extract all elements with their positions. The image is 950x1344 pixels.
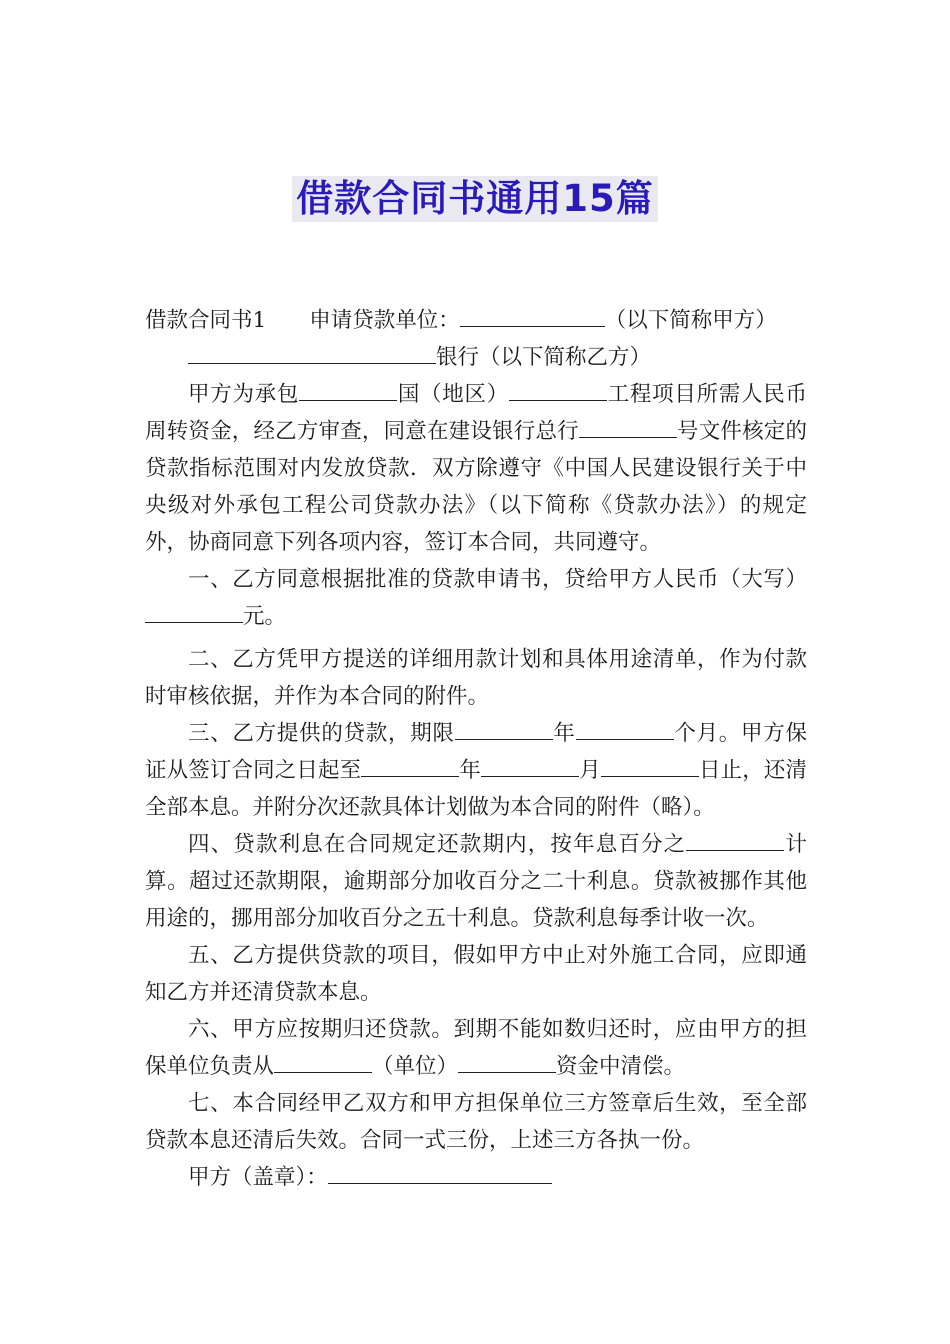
applicant-label: 申请贷款单位： — [309, 308, 460, 333]
end-year-blank — [361, 756, 459, 777]
clause-3-text-4: 年 — [459, 758, 482, 783]
end-month-blank — [481, 756, 579, 777]
clause-3-text-3: 个月。甲方保证从签订合同之日起至 — [145, 721, 807, 783]
amount-blank — [145, 602, 243, 623]
clause-7: 七、本合同经甲乙双方和甲方担保单位三方签章后生效，至全部贷款本息还清后失效。合同一式三份，上述三方各执一份。 — [145, 1091, 807, 1153]
clause-4-text-2: 计算。超过还款期限，逾期部分加收百分之二十利息。贷款被挪作其他用途的，挪用部分加收百分之五十利息。贷款利息每季计收一次。 — [145, 832, 807, 931]
clause-1-text-2: 元。 — [243, 604, 287, 629]
clause-1 — [145, 561, 807, 635]
clause-6-text-1: 六、甲方应按期归还贷款。到期不能如数归还时，应由甲方的担保单位负责从 — [145, 1017, 807, 1079]
term-years-blank — [455, 719, 553, 740]
clause-3-text-1: 三、乙方提供的贷款，期限 — [188, 721, 455, 746]
clause-3-text-2: 年 — [552, 721, 576, 746]
project-blank — [509, 380, 607, 401]
header-line-2 — [145, 339, 807, 376]
contract-body — [145, 302, 807, 1196]
end-day-blank — [601, 756, 699, 777]
fund-source-blank — [458, 1052, 556, 1073]
clause-3-text-6: 日止，还清全部本息。并附分次还款具体计划做为本合同的附件（略）。 — [145, 758, 807, 820]
party-a-seal-blank — [328, 1163, 552, 1184]
clause-1-text-1: 一、乙方同意根据批准的贷款申请书，贷给甲方人民币（大写） — [188, 567, 807, 592]
guarantor-blank — [274, 1052, 372, 1073]
clause-6-text-2: （单位） — [372, 1054, 459, 1079]
applicant-blank — [460, 306, 605, 327]
clause-2: 二、乙方凭甲方提送的详细用款计划和具体用途清单，作为付款时审核依据，并作为本合同的附件。 — [145, 647, 807, 709]
clause-6-text-3: 资金中清偿。 — [556, 1054, 686, 1079]
clause-4 — [145, 826, 807, 937]
party-a-seal-label: 甲方（盖章）： — [188, 1165, 328, 1190]
intro-text-2: 国（地区） — [397, 382, 509, 407]
document-number-blank — [579, 417, 677, 438]
intro-text-1: 甲方为承包 — [188, 382, 300, 407]
clause-4-text-1: 四、贷款利息在合同规定还款期内，按年息百分之 — [188, 832, 687, 857]
document-title: 借款合同书通用15篇 — [292, 176, 658, 222]
clause-3 — [145, 715, 807, 826]
party-a-note: （以下简称甲方） — [604, 308, 777, 333]
clause-3-text-5: 月 — [579, 758, 601, 783]
bank-label: 银行（以下简称乙方） — [436, 345, 652, 370]
document-title-wrap — [0, 176, 950, 222]
intro-paragraph — [145, 376, 807, 561]
clause-5: 五、乙方提供贷款的项目，假如甲方中止对外施工合同，应即通知乙方并还清贷款本息。 — [145, 943, 807, 1005]
intro-text-3: 工程项目所需人民币周转资金，经乙方审查，同意在建设银行总行 — [145, 382, 807, 444]
signature-party-a — [145, 1159, 807, 1196]
term-months-blank — [576, 719, 674, 740]
bank-blank — [188, 343, 436, 364]
interest-rate-blank — [686, 830, 784, 851]
intro-text-4: 号文件核定的贷款指标范围对内发放贷款．双方除遵守《中国人民建设银行关于中央级对外承包工程公司贷款办法》（以下简称《贷款办法》）的规定外，协商同意下列各项内容，签订本合同，共同遵守。 — [145, 419, 807, 555]
header-line-1 — [145, 302, 807, 339]
country-blank — [299, 380, 397, 401]
clause-6 — [145, 1011, 807, 1085]
contract-number: 借款合同书1 — [145, 308, 267, 333]
